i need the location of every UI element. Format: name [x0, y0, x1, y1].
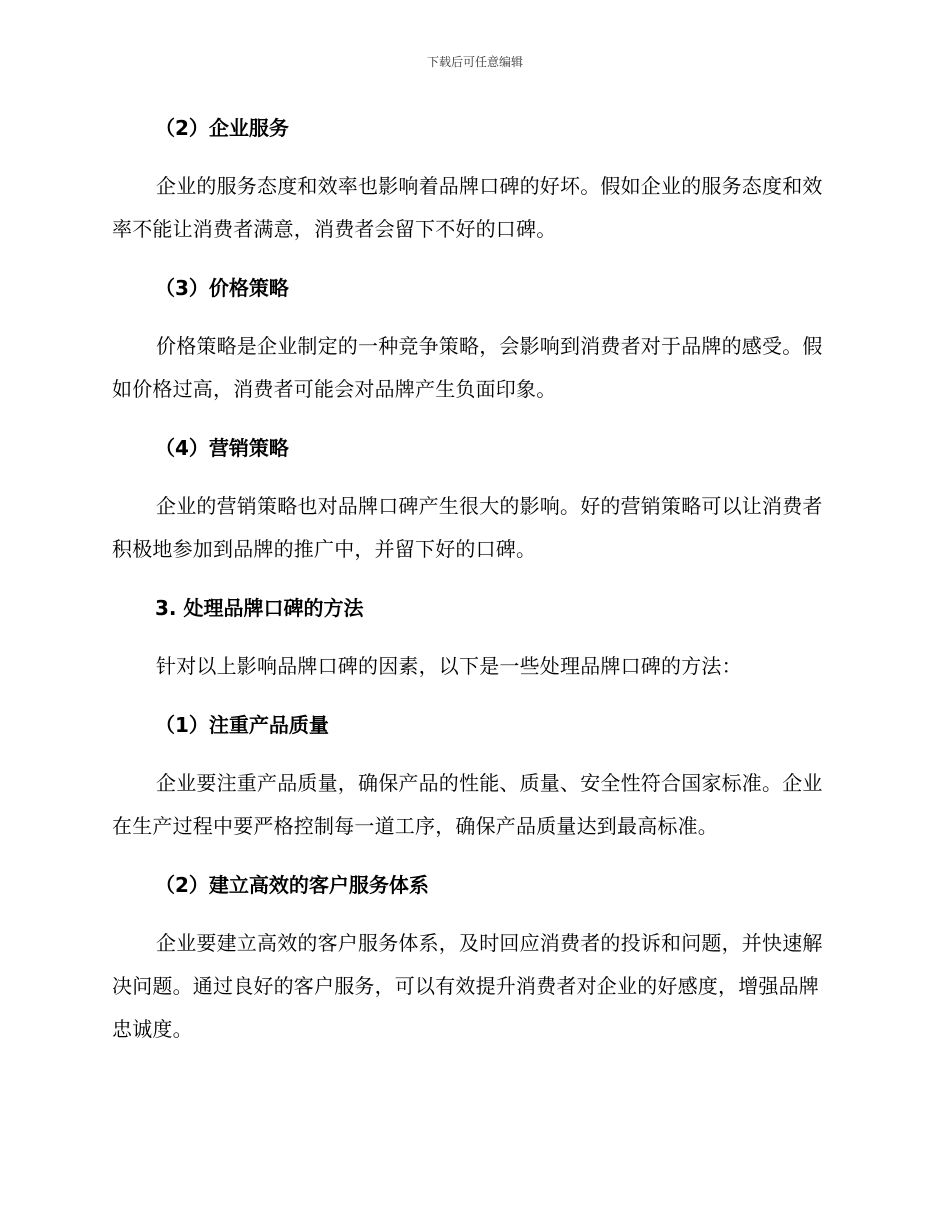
section-paragraph-product-quality: 企业要注重产品质量，确保产品的性能、质量、安全性符合国家标准。企业在生产过程中要严格控制每一道工序，确保产品质量达到最高标准。: [112, 771, 823, 838]
section-heading-price-strategy: （3）价格策略: [155, 276, 289, 300]
section-paragraph-enterprise-service: 企业的服务态度和效率也影响着品牌口碑的好坏。假如企业的服务态度和效率不能让消费者满意，消费者会留下不好的口碑。: [112, 174, 823, 241]
document-body: [112, 108, 832, 1051]
section-paragraph-handling-methods: 针对以上影响品牌口碑的因素，以下是一些处理品牌口碑的方法：: [156, 654, 742, 678]
section-heading-enterprise-service: （2）企业服务: [155, 116, 289, 140]
section-heading-product-quality: （1）注重产品质量: [155, 713, 329, 737]
section-paragraph-customer-service-system: 企业要建立高效的客户服务体系，及时回应消费者的投诉和问题，并快速解决问题。通过良好的客户服务，可以有效提升消费者对企业的好感度，增强品牌忠诚度。: [112, 931, 823, 1041]
section-heading-customer-service-system: （2）建立高效的客户服务体系: [155, 873, 429, 897]
section-heading-handling-methods: 3. 处理品牌口碑的方法: [155, 596, 364, 620]
section-paragraph-price-strategy: 价格策略是企业制定的一种竞争策略，会影响到消费者对于品牌的感受。假如价格过高，消费者可能会对品牌产生负面印象。: [112, 334, 823, 401]
page-header-note: 下载后可任意编辑: [426, 55, 523, 69]
section-paragraph-marketing-strategy: 企业的营销策略也对品牌口碑产生很大的影响。好的营销策略可以让消费者积极地参加到品牌的推广中，并留下好的口碑。: [112, 494, 823, 561]
section-heading-marketing-strategy: （4）营销策略: [155, 436, 289, 460]
